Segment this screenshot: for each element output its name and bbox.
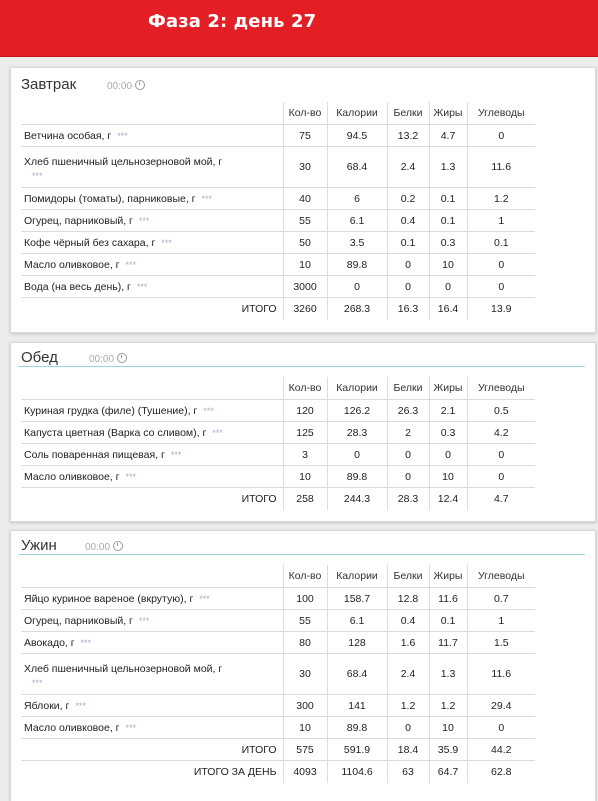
- total-row: [21, 739, 535, 761]
- fat-cell: 1.3: [429, 654, 467, 695]
- more-icon[interactable]: ***: [125, 471, 137, 482]
- qty-cell: 40: [283, 188, 327, 210]
- header-fat: Жиры: [429, 102, 467, 125]
- total-qty: 258: [283, 488, 327, 510]
- protein-cell: 26.3: [387, 400, 429, 422]
- kcal-cell: 128: [327, 632, 387, 654]
- table-row: [21, 210, 535, 232]
- qty-cell: 100: [283, 588, 327, 610]
- total-carbs: 4.7: [467, 488, 535, 510]
- more-icon[interactable]: ***: [125, 259, 137, 270]
- carbs-cell: 0.1: [467, 232, 535, 254]
- carbs-cell: 4.2: [467, 422, 535, 444]
- food-name: Соль поваренная пищевая, г ***: [21, 444, 283, 466]
- fat-cell: 2.1: [429, 400, 467, 422]
- qty-cell: 75: [283, 125, 327, 147]
- total-label: ИТОГО: [241, 492, 277, 505]
- more-icon[interactable]: ***: [170, 449, 182, 460]
- total-qty: 575: [283, 739, 327, 761]
- day-total-fat: 64.7: [429, 761, 467, 783]
- kcal-cell: 126.2: [327, 400, 387, 422]
- protein-cell: 0: [387, 466, 429, 488]
- total-row: [21, 488, 535, 510]
- food-name: Огурец, парниковый, г ***: [21, 210, 283, 232]
- meal-time-value: 00:00: [89, 354, 115, 365]
- qty-cell: 50: [283, 232, 327, 254]
- food-name: Масло оливковое, г ***: [21, 254, 283, 276]
- header-protein: Белки: [387, 565, 429, 588]
- header-bar: [0, 0, 598, 57]
- food-name: Капуста цветная (Варка со сливом), г ***: [21, 422, 283, 444]
- food-name: Хлеб пшеничный цельнозерновой мой, г ***: [21, 654, 283, 695]
- table-row: [21, 147, 535, 188]
- kcal-cell: 89.8: [327, 466, 387, 488]
- table-row: [21, 717, 535, 739]
- qty-cell: 30: [283, 654, 327, 695]
- protein-cell: 1.2: [387, 695, 429, 717]
- total-fat: 12.4: [429, 488, 467, 510]
- meal-table: [21, 377, 535, 510]
- meal-time[interactable]: [89, 353, 127, 365]
- qty-cell: 3: [283, 444, 327, 466]
- more-icon[interactable]: ***: [199, 593, 210, 604]
- fat-cell: 4.7: [429, 125, 467, 147]
- more-icon[interactable]: ***: [80, 637, 92, 648]
- more-icon[interactable]: ***: [161, 237, 172, 248]
- more-icon[interactable]: ***: [201, 193, 213, 204]
- more-icon[interactable]: ***: [203, 405, 214, 416]
- carbs-cell: 0: [467, 254, 535, 276]
- carbs-cell: 0.5: [467, 400, 535, 422]
- protein-cell: 2: [387, 422, 429, 444]
- meal-table: [21, 102, 535, 320]
- day-total-label: ИТОГО ЗА ДЕНЬ: [193, 765, 277, 778]
- kcal-cell: 28.3: [327, 422, 387, 444]
- fat-cell: 0: [429, 276, 467, 298]
- protein-cell: 0: [387, 444, 429, 466]
- table-row: [21, 444, 535, 466]
- clock-icon: [113, 541, 123, 551]
- meal-card-lunch: [10, 342, 596, 522]
- total-label: ИТОГО: [241, 302, 277, 315]
- table-row: [21, 632, 535, 654]
- total-label: ИТОГО: [21, 739, 283, 761]
- protein-cell: 0.4: [387, 210, 429, 232]
- carbs-cell: 1: [467, 210, 535, 232]
- food-name: Куриная грудка (филе) (Тушение), г ***: [21, 400, 283, 422]
- kcal-cell: 89.8: [327, 717, 387, 739]
- clock-icon: [135, 80, 145, 90]
- day-total-kcal: 1104.6: [327, 761, 387, 783]
- table-row: [21, 232, 535, 254]
- food-name: Огурец, парниковый, г ***: [21, 610, 283, 632]
- header-carbs: Углеводы: [467, 565, 535, 588]
- kcal-cell: 94.5: [327, 125, 387, 147]
- meal-table: [21, 565, 535, 783]
- more-icon[interactable]: ***: [117, 130, 128, 141]
- protein-cell: 12.8: [387, 588, 429, 610]
- table-row: [21, 695, 535, 717]
- qty-cell: 120: [283, 400, 327, 422]
- table-row: [21, 276, 535, 298]
- total-carbs: 44.2: [467, 739, 535, 761]
- protein-cell: 0: [387, 276, 429, 298]
- header-fat: Жиры: [429, 377, 467, 400]
- total-kcal: 591.9: [327, 739, 387, 761]
- fat-cell: 10: [429, 254, 467, 276]
- protein-cell: 0: [387, 717, 429, 739]
- qty-cell: 10: [283, 466, 327, 488]
- table-row: [21, 188, 535, 210]
- meal-title: Завтрак: [21, 76, 77, 93]
- kcal-cell: 158.7: [327, 588, 387, 610]
- fat-cell: 11.6: [429, 588, 467, 610]
- table-row: [21, 588, 535, 610]
- more-icon[interactable]: ***: [32, 170, 43, 181]
- meal-title: Ужин: [21, 537, 57, 554]
- table-row: [21, 125, 535, 147]
- table-row: [21, 254, 535, 276]
- kcal-cell: 68.4: [327, 654, 387, 695]
- carbs-cell: 1.2: [467, 188, 535, 210]
- kcal-cell: 3.5: [327, 232, 387, 254]
- total-protein: 28.3: [387, 488, 429, 510]
- meal-time-value: 00:00: [85, 542, 111, 553]
- qty-cell: 10: [283, 717, 327, 739]
- header-name: [21, 565, 283, 588]
- carbs-cell: 29.4: [467, 695, 535, 717]
- meal-time[interactable]: [85, 541, 123, 553]
- table-row: [21, 654, 535, 695]
- qty-cell: 3000: [283, 276, 327, 298]
- fat-cell: 1.3: [429, 147, 467, 188]
- kcal-cell: 89.8: [327, 254, 387, 276]
- carbs-cell: 1: [467, 610, 535, 632]
- food-name: Масло оливковое, г ***: [21, 466, 283, 488]
- fat-cell: 0: [429, 444, 467, 466]
- fat-cell: 0.1: [429, 610, 467, 632]
- header-fat: Жиры: [429, 565, 467, 588]
- protein-cell: 2.4: [387, 147, 429, 188]
- food-name: Вода (на весь день), г ***: [21, 276, 283, 298]
- qty-cell: 30: [283, 147, 327, 188]
- food-name: Масло оливковое, г ***: [21, 717, 283, 739]
- total-qty: 3260: [283, 298, 327, 320]
- header-protein: Белки: [387, 102, 429, 125]
- day-total-protein: 63: [387, 761, 429, 783]
- header-protein: Белки: [387, 377, 429, 400]
- total-row: [21, 298, 535, 320]
- table-row: [21, 400, 535, 422]
- kcal-cell: 0: [327, 444, 387, 466]
- qty-cell: 125: [283, 422, 327, 444]
- more-icon[interactable]: ***: [212, 427, 223, 438]
- qty-cell: 55: [283, 610, 327, 632]
- kcal-cell: 6: [327, 188, 387, 210]
- fat-cell: 10: [429, 466, 467, 488]
- food-name: Авокадо, г ***: [21, 632, 283, 654]
- total-fat: 16.4: [429, 298, 467, 320]
- protein-cell: 2.4: [387, 654, 429, 695]
- meal-time-value: 00:00: [107, 81, 133, 92]
- day-total-qty: 4093: [283, 761, 327, 783]
- total-kcal: 244.3: [327, 488, 387, 510]
- table-header-row: [21, 102, 535, 125]
- header-kcal: Калории: [327, 377, 387, 400]
- carbs-cell: 0: [467, 276, 535, 298]
- header-name: [21, 102, 283, 125]
- clock-icon: [117, 353, 127, 363]
- page-title: Фаза 2: день 27: [148, 11, 317, 32]
- fat-cell: 11.7: [429, 632, 467, 654]
- protein-cell: 0.1: [387, 232, 429, 254]
- table-header-row: [21, 377, 535, 400]
- carbs-cell: 0: [467, 466, 535, 488]
- more-icon[interactable]: ***: [75, 700, 86, 711]
- kcal-cell: 141: [327, 695, 387, 717]
- total-kcal: 268.3: [327, 298, 387, 320]
- food-name: Яблоки, г ***: [21, 695, 283, 717]
- total-fat: 35.9: [429, 739, 467, 761]
- qty-cell: 10: [283, 254, 327, 276]
- fat-cell: 0.1: [429, 188, 467, 210]
- food-name: Кофе чёрный без сахара, г ***: [21, 232, 283, 254]
- more-icon[interactable]: ***: [138, 215, 150, 226]
- meal-header: [11, 343, 595, 367]
- header-carbs: Углеводы: [467, 102, 535, 125]
- header-qty: Кол-во: [283, 377, 327, 400]
- kcal-cell: 6.1: [327, 610, 387, 632]
- header-kcal: Калории: [327, 565, 387, 588]
- day-total-carbs: 62.8: [467, 761, 535, 783]
- header-carbs: Углеводы: [467, 377, 535, 400]
- header-qty: Кол-во: [283, 565, 327, 588]
- carbs-cell: 0: [467, 125, 535, 147]
- table-row: [21, 610, 535, 632]
- carbs-cell: 0: [467, 444, 535, 466]
- kcal-cell: 0: [327, 276, 387, 298]
- meal-header: [11, 68, 595, 92]
- section-divider: [19, 366, 585, 367]
- carbs-cell: 0.7: [467, 588, 535, 610]
- fat-cell: 1.2: [429, 695, 467, 717]
- table-row: [21, 422, 535, 444]
- protein-cell: 1.6: [387, 632, 429, 654]
- carbs-cell: 11.6: [467, 654, 535, 695]
- food-name: Яйцо куриное вареное (вкрутую), г ***: [21, 588, 283, 610]
- fat-cell: 10: [429, 717, 467, 739]
- table-row: [21, 466, 535, 488]
- total-protein: 18.4: [387, 739, 429, 761]
- meal-title: Обед: [21, 349, 58, 366]
- carbs-cell: 1.5: [467, 632, 535, 654]
- section-divider: [19, 554, 585, 555]
- food-name: Помидоры (томаты), парниковые, г ***: [21, 188, 283, 210]
- carbs-cell: 0: [467, 717, 535, 739]
- fat-cell: 0.1: [429, 210, 467, 232]
- protein-cell: 0: [387, 254, 429, 276]
- meal-time[interactable]: [107, 80, 145, 92]
- carbs-cell: 11.6: [467, 147, 535, 188]
- meal-card-breakfast: [10, 67, 596, 333]
- header-name: [21, 377, 283, 400]
- more-icon[interactable]: ***: [136, 281, 148, 292]
- total-protein: 16.3: [387, 298, 429, 320]
- header-kcal: Калории: [327, 102, 387, 125]
- qty-cell: 300: [283, 695, 327, 717]
- kcal-cell: 68.4: [327, 147, 387, 188]
- fat-cell: 0.3: [429, 232, 467, 254]
- fat-cell: 0.3: [429, 422, 467, 444]
- meal-card-dinner: [10, 530, 596, 801]
- more-icon[interactable]: ***: [32, 677, 43, 688]
- day-total-row: [21, 761, 535, 783]
- kcal-cell: 6.1: [327, 210, 387, 232]
- food-name: Хлеб пшеничный цельнозерновой мой, г ***: [21, 147, 283, 188]
- more-icon[interactable]: ***: [125, 722, 137, 733]
- meal-header: [11, 531, 595, 555]
- more-icon[interactable]: ***: [138, 615, 150, 626]
- protein-cell: 0.4: [387, 610, 429, 632]
- qty-cell: 80: [283, 632, 327, 654]
- food-name: Ветчина особая, г ***: [21, 125, 283, 147]
- protein-cell: 13.2: [387, 125, 429, 147]
- qty-cell: 55: [283, 210, 327, 232]
- total-carbs: 13.9: [467, 298, 535, 320]
- table-header-row: [21, 565, 535, 588]
- protein-cell: 0.2: [387, 188, 429, 210]
- header-qty: Кол-во: [283, 102, 327, 125]
